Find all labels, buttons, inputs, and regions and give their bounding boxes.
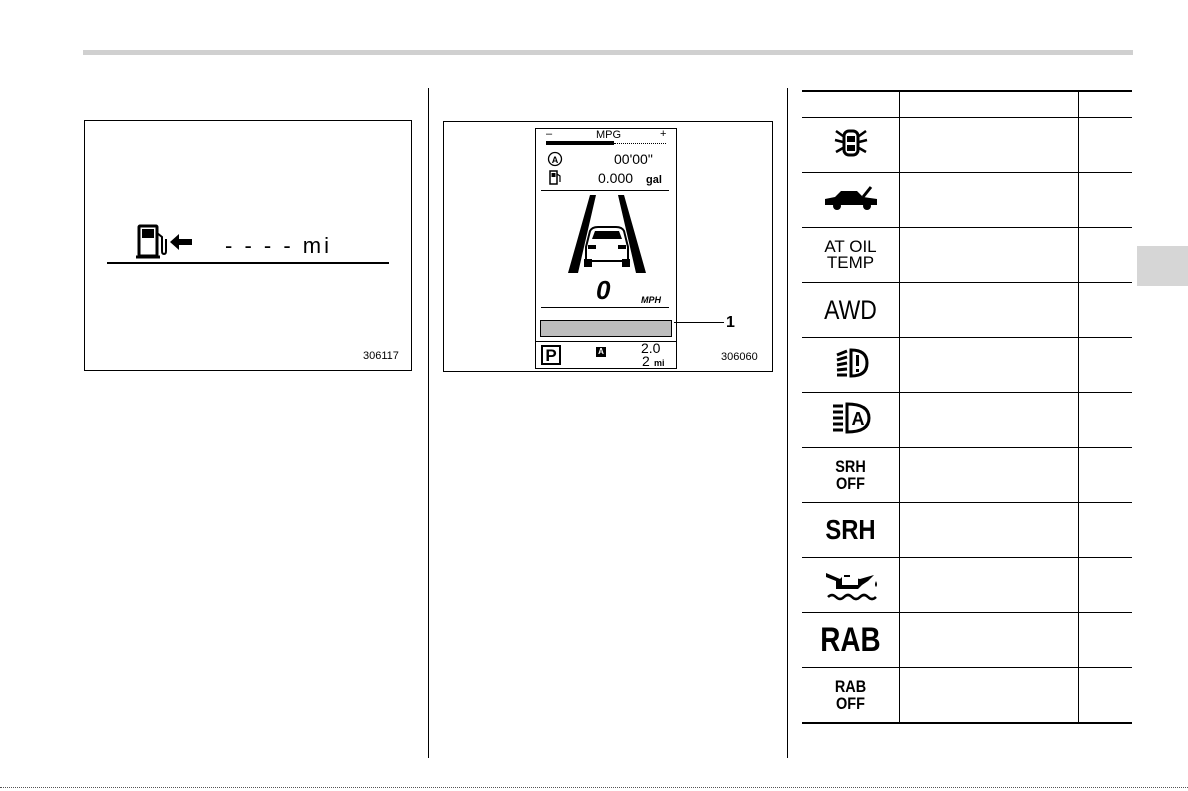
at-oil-temp-line1: AT OIL	[824, 237, 877, 256]
page-cell	[1079, 118, 1133, 173]
auto-headlight-icon	[829, 401, 873, 435]
speed-value: 0	[596, 275, 611, 305]
description-cell	[900, 118, 1079, 173]
distance-readout: - - - - mi	[225, 233, 332, 258]
icon-cell	[802, 228, 900, 283]
fuel-small-icon	[548, 170, 562, 186]
figure-number: 306060	[721, 351, 758, 363]
table-row	[802, 283, 1132, 338]
door-open-car-icon	[831, 126, 871, 160]
oil-pressure-icon	[820, 565, 882, 601]
timer-value: 00'00"	[614, 151, 653, 167]
rab-off-line2: OFF	[836, 694, 865, 713]
srh-indicator: SRH	[825, 514, 876, 545]
page-cell	[1079, 668, 1133, 724]
figure-number: 306117	[363, 350, 399, 362]
callout-leader-line	[674, 322, 724, 323]
description-cell	[900, 283, 1079, 338]
column-divider-right	[787, 88, 788, 758]
table-row	[802, 503, 1132, 558]
trip-value: 2.0	[641, 340, 661, 356]
mpg-minus-label: –	[546, 128, 553, 140]
srh-off-line2: OFF	[836, 474, 865, 493]
description-cell	[900, 558, 1079, 613]
table-row	[802, 228, 1132, 283]
page-cell	[1079, 338, 1133, 393]
description-cell	[900, 393, 1079, 448]
table-row	[802, 558, 1132, 613]
svg-text:A: A	[551, 155, 559, 165]
range-value: 2	[642, 353, 650, 369]
icon-cell	[802, 503, 900, 558]
description-cell	[900, 503, 1079, 558]
header-rule	[83, 50, 1133, 55]
srh-off-line1: SRH	[835, 457, 866, 476]
fuel-display-underline	[107, 262, 389, 264]
message-area	[540, 320, 672, 337]
description-cell	[900, 173, 1079, 228]
description-cell	[900, 448, 1079, 503]
mpg-bar-fill	[546, 141, 614, 145]
road-car-icon	[564, 195, 650, 275]
awd-indicator: AWD	[824, 294, 877, 325]
figure-fuel-range	[84, 120, 412, 371]
display-separator-bottom	[541, 307, 669, 308]
figure-multifunction-display	[443, 121, 773, 372]
table-row	[802, 118, 1132, 173]
mpg-bar-track	[614, 143, 666, 146]
table-row	[802, 448, 1132, 503]
fuel-used-unit: gal	[646, 174, 662, 186]
table-row	[802, 668, 1132, 724]
icon-cell	[802, 613, 900, 668]
page-cell	[1079, 173, 1133, 228]
table-header-row	[802, 91, 1132, 118]
page-cell	[1079, 393, 1133, 448]
page-cell	[1079, 613, 1133, 668]
trunk-open-car-icon	[821, 183, 881, 213]
range-unit: mi	[654, 358, 665, 368]
svg-text:A: A	[851, 408, 864, 429]
mpg-label: MPG	[596, 129, 622, 141]
table-row	[802, 613, 1132, 668]
table-header-cell	[1079, 91, 1133, 118]
table-header-cell	[900, 91, 1079, 118]
icon-cell	[802, 338, 900, 393]
arrow-left-icon	[169, 233, 193, 251]
page-cell	[1079, 228, 1133, 283]
icon-cell	[802, 173, 900, 228]
gear-position: P	[541, 345, 561, 365]
description-cell	[900, 338, 1079, 393]
indicator-table	[802, 90, 1132, 724]
timer-icon	[547, 151, 563, 167]
description-cell	[900, 613, 1079, 668]
table-header-cell	[802, 91, 900, 118]
at-oil-temp-line2: TEMP	[826, 253, 875, 272]
display-separator-top	[541, 190, 669, 191]
icon-cell	[802, 283, 900, 338]
icon-cell	[802, 448, 900, 503]
icon-cell	[802, 393, 900, 448]
bottom-dotted-line	[0, 787, 1188, 788]
headlight-warning-icon	[831, 346, 871, 380]
rab-off-line1: RAB	[834, 677, 867, 696]
speed-unit: MPH	[641, 295, 661, 305]
table-row	[802, 173, 1132, 228]
callout-label: 1	[726, 314, 735, 331]
description-cell	[900, 668, 1079, 724]
icon-cell	[802, 118, 900, 173]
column-divider-left	[428, 88, 429, 758]
icon-cell	[802, 668, 900, 724]
display-screen	[535, 128, 677, 369]
icon-cell	[802, 558, 900, 613]
description-cell	[900, 228, 1079, 283]
section-tab	[1137, 246, 1188, 286]
table-row	[802, 393, 1132, 448]
page-cell	[1079, 503, 1133, 558]
page-cell	[1079, 448, 1133, 503]
page-cell	[1079, 283, 1133, 338]
table-row	[802, 338, 1132, 393]
mode-badge: A	[596, 347, 606, 357]
mpg-plus-label: +	[660, 128, 667, 140]
rab-indicator: RAB	[820, 621, 881, 659]
page-cell	[1079, 558, 1133, 613]
fuel-used-value: 0.000	[598, 170, 634, 186]
